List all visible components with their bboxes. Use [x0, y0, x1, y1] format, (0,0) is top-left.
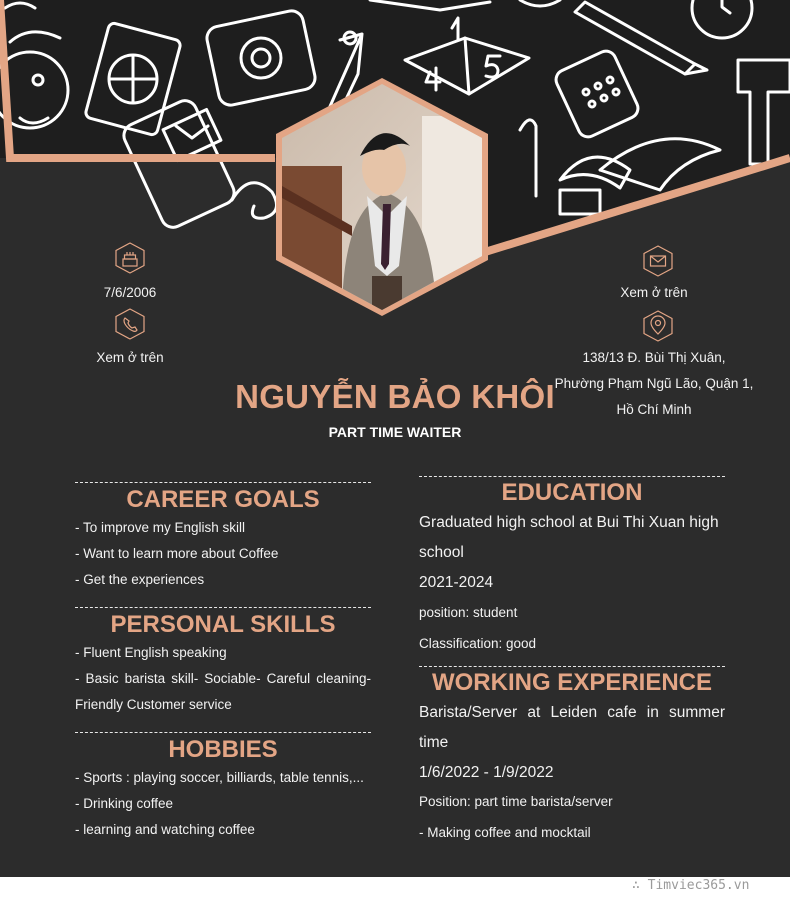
- education-classification: Classification: good: [419, 636, 537, 651]
- section-divider: [75, 482, 371, 483]
- candidate-name: NGUYỄN BẢO KHÔI: [235, 378, 555, 415]
- list-item: - To improve my English skill: [75, 520, 246, 535]
- list-item: - Fluent English speaking: [75, 645, 227, 660]
- list-item: - Drinking coffee: [75, 796, 174, 811]
- watermark: ∴ Timviec365.vn: [632, 878, 750, 893]
- section-divider: [419, 476, 725, 477]
- right-column: [419, 476, 725, 850]
- experience-position: Position: part time barista/server: [419, 794, 613, 809]
- experience-task: - Making coffee and mocktail: [419, 825, 591, 840]
- list-item: - Basic barista skill- Sociable- Careful cleaning- Friendly Customer service: [75, 671, 371, 712]
- list-item: - Get the experiences: [75, 572, 205, 587]
- personal-skills-title: PERSONAL SKILLS: [110, 611, 336, 638]
- working-experience-title: WORKING EXPERIENCE: [431, 669, 713, 696]
- birthday-text: 7/6/2006: [103, 285, 157, 300]
- list-item: - Sports : playing soccer, billiards, table tennis,...: [75, 770, 364, 785]
- phone-text: Xem ở trên: [96, 350, 164, 365]
- address-line: 138/13 Đ. Bùi Thị Xuân,: [582, 350, 726, 365]
- left-column: [75, 482, 371, 843]
- hobbies-title: HOBBIES: [168, 736, 278, 763]
- section-divider: [419, 666, 725, 667]
- list-item: - Want to learn more about Coffee: [75, 546, 279, 561]
- cake-icon: [114, 242, 146, 274]
- education-period: 2021-2024: [419, 574, 494, 591]
- education-school: Graduated high school at Bui Thi Xuan high school: [419, 514, 719, 561]
- address-line: Hồ Chí Minh: [616, 402, 692, 417]
- section-divider: [75, 607, 371, 608]
- phone-icon: [114, 308, 146, 340]
- experience-role: Barista/Server at Leiden cafe in summer time: [419, 704, 725, 751]
- section-divider: [75, 732, 371, 733]
- job-title: PART TIME WAITER: [328, 424, 462, 440]
- email-text: Xem ở trên: [620, 285, 688, 300]
- education-title: EDUCATION: [501, 479, 643, 506]
- experience-period: 1/6/2022 - 1/9/2022: [419, 764, 554, 781]
- list-item: - learning and watching coffee: [75, 822, 255, 837]
- address-line: Phường Phạm Ngũ Lão, Quận 1,: [554, 376, 754, 391]
- career-goals-title: CAREER GOALS: [126, 486, 320, 513]
- location-pin-icon: [642, 310, 674, 342]
- profile-photo: [272, 76, 492, 318]
- education-position: position: student: [419, 605, 518, 620]
- envelope-icon: [642, 245, 674, 277]
